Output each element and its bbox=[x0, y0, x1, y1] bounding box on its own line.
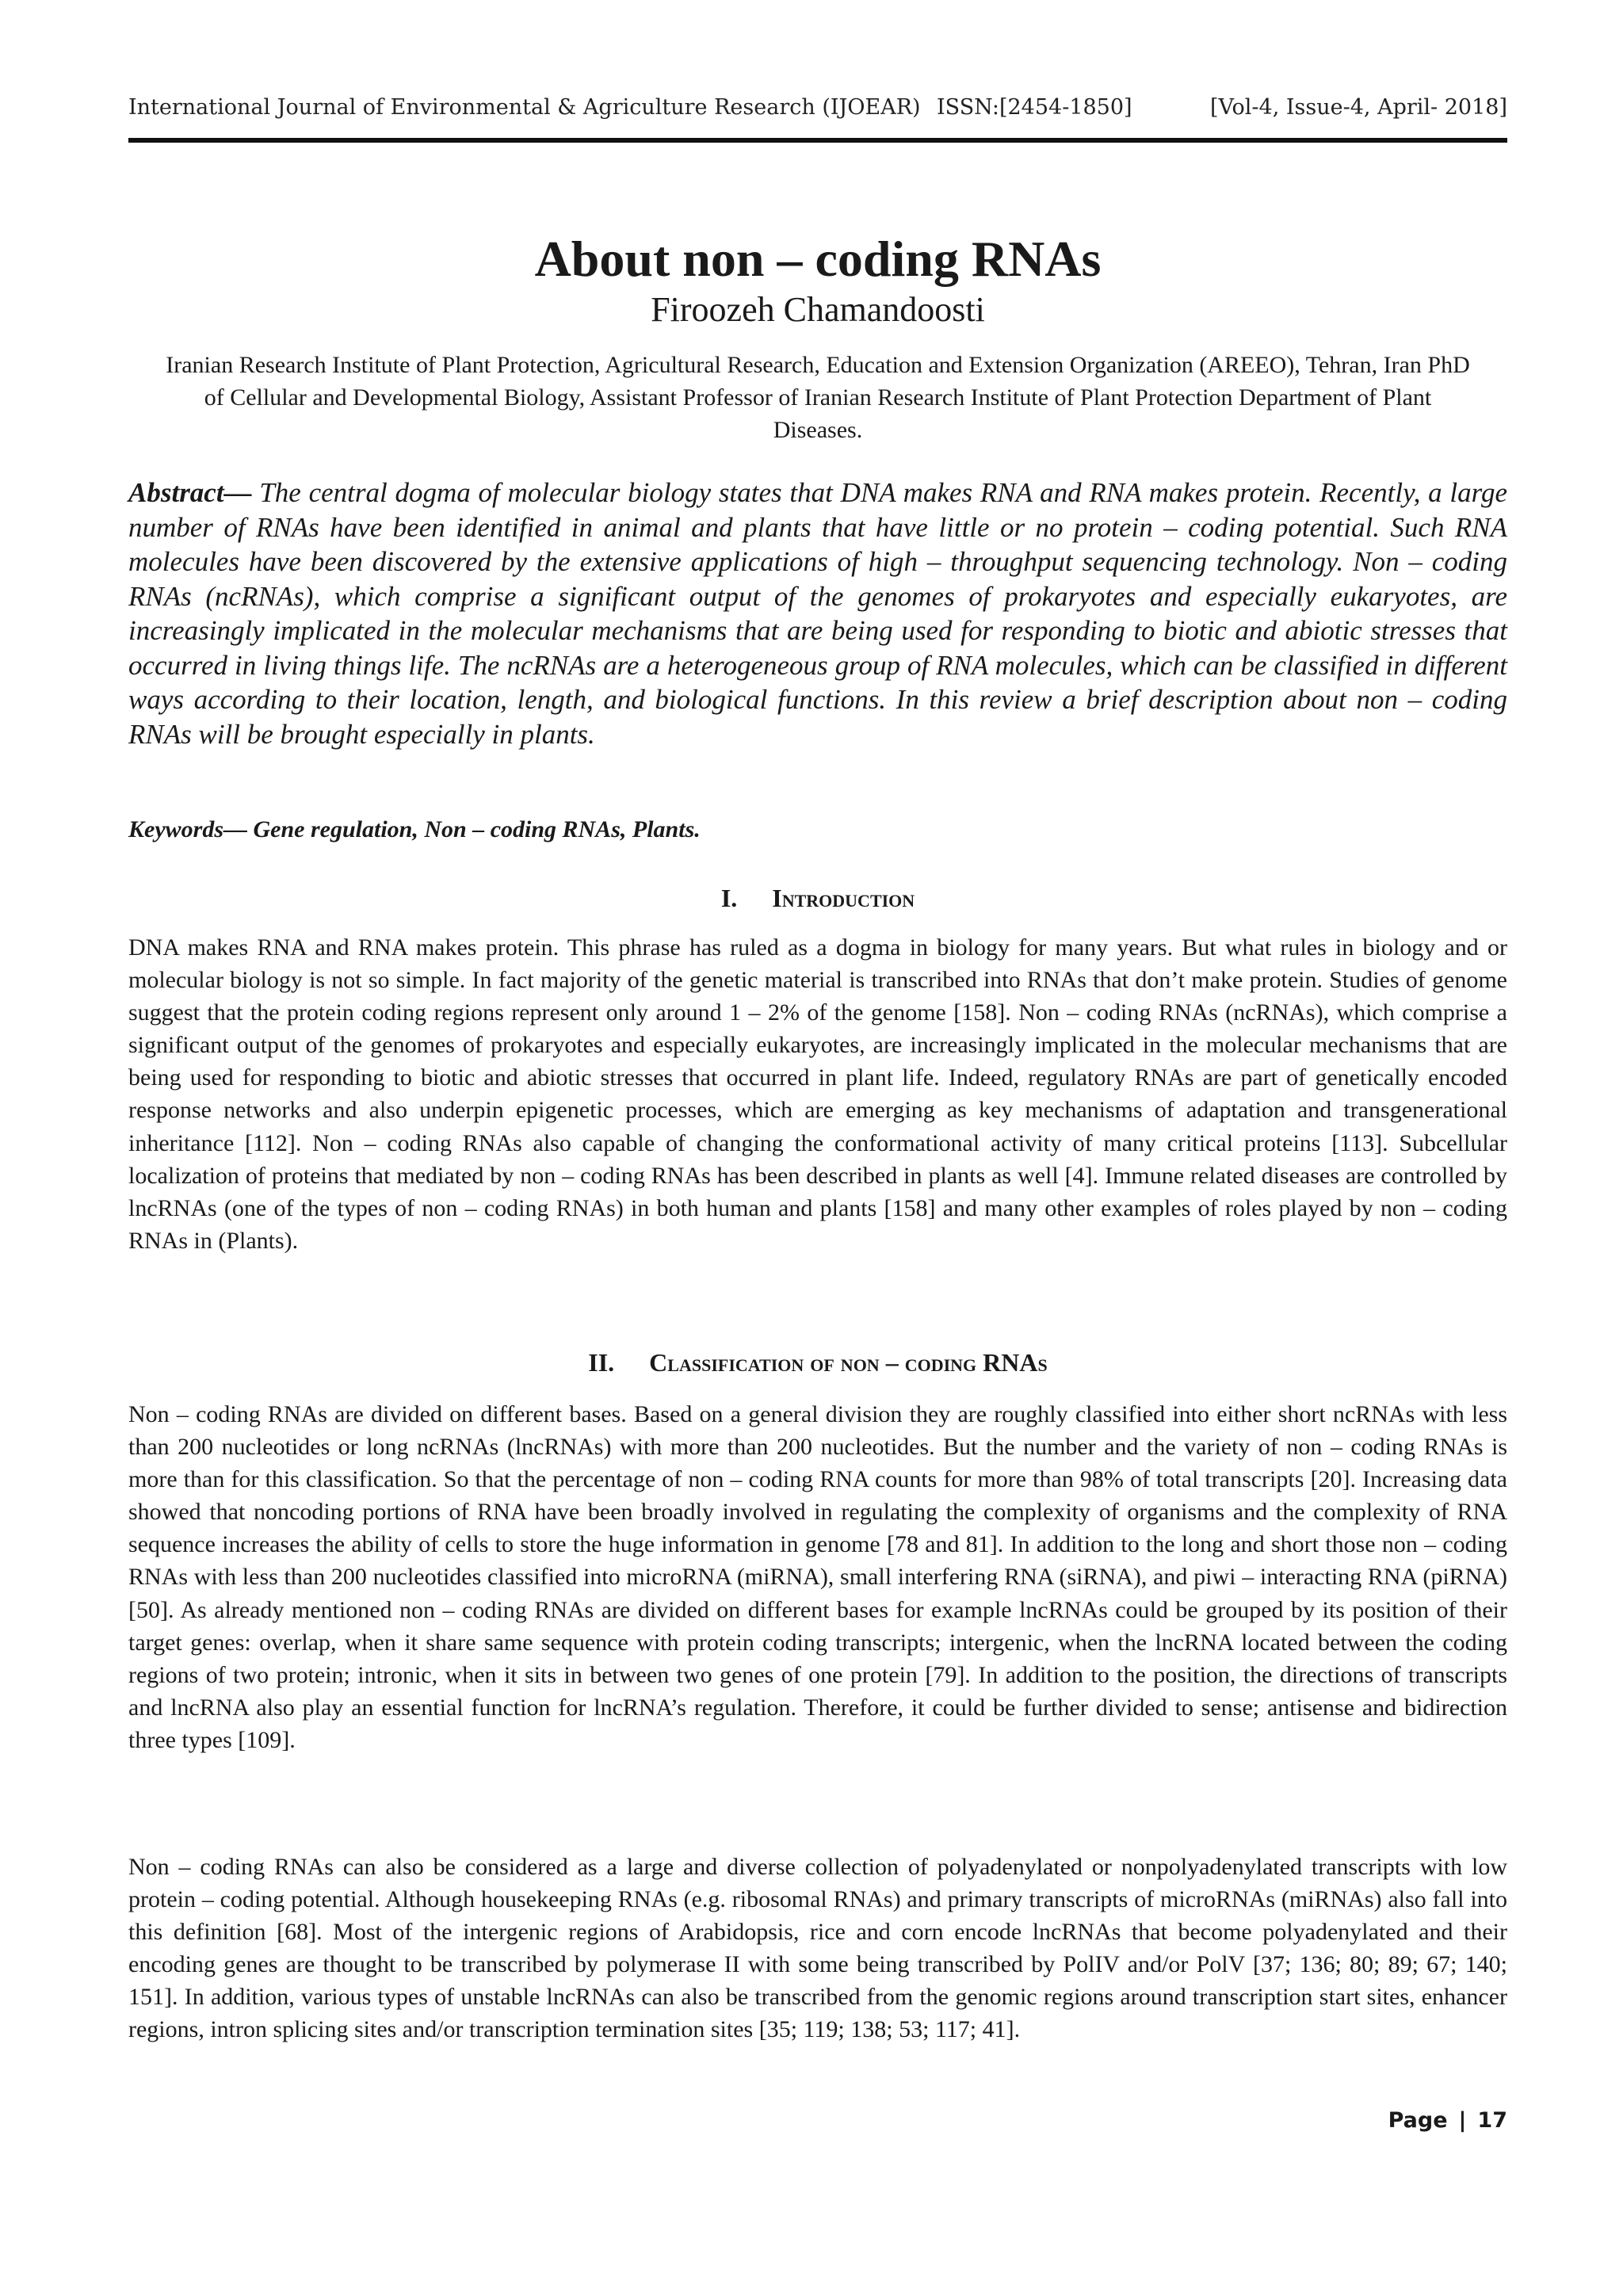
author-affiliation: Iranian Research Institute of Plant Protection, Agricultural Research, Education and Extension Organization (AREEO), Tehran, Iran PhD of Cellular and Developmental Biology, Assistant Professor of Iranian Research Institute of Plant Protection Department of Plant Diseases. bbox=[166, 352, 1470, 443]
section-title: Introduction bbox=[772, 884, 915, 912]
body-paragraph: Non – coding RNAs can also be considered as a large and diverse collection of polyadenylated or nonpolyadenylated transcripts with low protein – coding potential. Although housekeeping RNAs (e.g. ribosomal RNAs) and primary transcripts of microRNAs (miRNAs) also fall into this definition [68]. Most of the intergenic regions of Arabidopsis, rice and corn encode lncRNAs that become polyadenylated and their encoding genes are thought to be transcribed by polymerase II with some being transcribed by PolIV and/or PolV [37; 136; 80; 89; 67; 140; 151]. In addition, various types of unstable lncRNAs can also be transcribed from the genomic regions around transcription start sites, enhancer regions, intron splicing sites and/or transcription termination sites [35; 119; 138; 53; 117; 41]. bbox=[128, 1854, 1507, 2043]
page-separator: | bbox=[1458, 2108, 1467, 2133]
keywords: Keywords— Gene regulation, Non – coding RNAs, Plants. bbox=[128, 816, 701, 842]
page-footer bbox=[1388, 2108, 1507, 2133]
section-number: I. bbox=[720, 884, 738, 912]
section-title: Classification of non – coding RNAs bbox=[649, 1348, 1048, 1377]
page-label: Page bbox=[1388, 2108, 1448, 2133]
abstract bbox=[128, 476, 1507, 751]
body-paragraph: DNA makes RNA and RNA makes protein. This phrase has ruled as a dogma in biology for many years. But what rules in biology and or molecular biology is not so simple. In fact majority of the genetic material is transcribed into RNAs that don’t make protein. Studies of genome suggest that the protein coding regions represent only around 1 – 2% of the genome [158]. Non – coding RNAs (ncRNAs), which comprise a significant output of the genomes of prokaryotes and especially eukaryotes, are increasingly implicated in the molecular mechanisms that are being used for responding to biotic and abiotic stresses that occurred in plant life. Indeed, regulatory RNAs are part of genetically encoded response networks and also underpin epigenetic processes, which are emerging as key mechanisms of adaptation and transgenerational inheritance [112]. Non – coding RNAs also capable of changing the conformational activity of many critical proteins [113]. Subcellular localization of proteins that mediated by non – coding RNAs has been described in plants as well [4]. Immune related diseases are controlled by lncRNAs (one of the types of non – coding RNAs) in both human and plants [158] and many other examples of roles played by non – coding RNAs in (Plants). bbox=[128, 934, 1507, 1254]
paper-title: About non – coding RNAs bbox=[534, 231, 1102, 287]
section-heading-introduction bbox=[128, 884, 1507, 913]
abstract-label: Abstract— bbox=[128, 477, 252, 508]
journal-name: International Journal of Environmental & Agriculture Research (IJOEAR) bbox=[128, 95, 921, 120]
section-heading-classification bbox=[128, 1348, 1507, 1377]
volume-issue: [Vol-4, Issue-4, April- 2018] bbox=[1209, 95, 1507, 120]
section-number: II. bbox=[588, 1348, 615, 1377]
issn: ISSN:[2454-1850] bbox=[937, 95, 1132, 120]
header-rule bbox=[128, 138, 1507, 143]
author-name: Firoozeh Chamandoosti bbox=[651, 290, 985, 329]
running-header bbox=[128, 95, 1507, 127]
body-paragraph: Non – coding RNAs are divided on different bases. Based on a general division they are roughly classified into either short ncRNAs with less than 200 nucleotides or long ncRNAs (lncRNAs) with more than 200 nucleotides. But the number and the variety of non – coding RNAs is more than for this classification. So that the percentage of non – coding RNA counts for more than 98% of total transcripts [20]. Increasing data showed that noncoding portions of RNA have been broadly involved in regulating the complexity of organisms and the complexity of RNA sequence increases the ability of cells to store the huge information in genome [78 and 81]. In addition to the long and short those non – coding RNAs with less than 200 nucleotides classified into microRNA (miRNA), small interfering RNA (siRNA), and piwi – interacting RNA (piRNA) [50]. As already mentioned non – coding RNAs are divided on different bases for example lncRNAs could be grouped by its position of their target genes: overlap, when it share same sequence with protein coding transcripts; intergenic, when the lncRNA located between the coding regions of two protein; intronic, when it sits in between two genes of one protein [79]. In addition to the position, the directions of transcripts and lncRNA also play an essential function for lncRNA’s regulation. Therefore, it could be further divided to sense; antisense and bidirection three types [109]. bbox=[128, 1401, 1507, 1753]
abstract-text: The central dogma of molecular biology states that DNA makes RNA and RNA makes protein. Recently, a large number of RNAs have been identified in animal and plants that have little or no protein – coding potential. Such RNA molecules have been discovered by the extensive applications of high – throughput sequencing technology. Non – coding RNAs (ncRNAs), which comprise a significant output of the genomes of prokaryotes and especially eukaryotes, are increasingly implicated in the molecular mechanisms that are being used for responding to biotic and abiotic stresses that occurred in living things life. The ncRNAs are a heterogeneous group of RNA molecules, which can be classified in different ways according to their location, length, and biological functions. In this review a brief description about non – coding RNAs will be brought especially in plants. bbox=[128, 477, 1508, 750]
page-number: 17 bbox=[1477, 2108, 1507, 2133]
